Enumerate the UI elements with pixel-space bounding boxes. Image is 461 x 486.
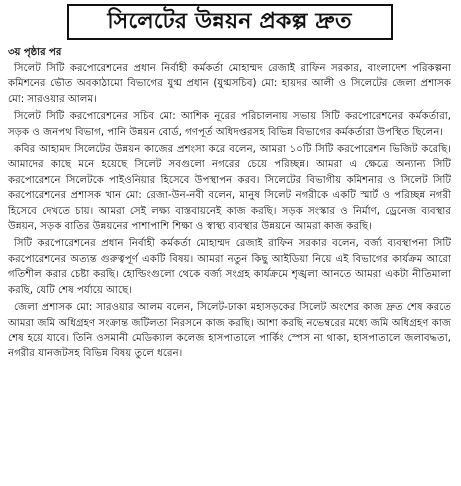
- paragraph-4: সিটি করপোরেশনের প্রধান নির্বাহী কর্মকর্তা মোহাম্মদ রেজাই রাফিন সরকার বলেন, বর্জ্য ব্যবস্থাপনা সিটি করপোরেশনের অত্যন্ত গুরুত্বপূর্ণ একটি বিষয়। আমরা নতুন কিছু আইডিয়া নিয়ে এই বিভাগের কার্যক্রম আরো গতিশীল করার চেষ্টা করছি। হোল্ডিংগুলো থেকে বর্জ্য সংগ্রহ কার্যক্রমে শৃঙ্খলা আনতে আমরা একটা নীতিমালা করছি, যেটি শেষ পর্যায়ে আছে।: [8, 238, 451, 296]
- headline: সিলেটের উন্নয়ন প্রকল্প দ্রুত: [67, 4, 393, 40]
- paragraph-3: কবির আহামদ সিলেটের উন্নয়ন কাজের প্রশংসা করে বলেন, আমরা ১০টি সিটি করপোরেশন ভিজিট করেছি। আমাদের কাছে মনে হয়েছে সিলেট সবগুলো নগরের চেয়ে পরিচ্ছন্ন। আমরা এ ক্ষেত্রে অন্যান্য সিটি করপোরেশনে সিলেটকে পাইওনিয়ার হিসেবে উপস্থাপন করব। সিলেটের বিভাগীয় কমিশনার ও সিলেট সিটি করপোরেশনের প্রশাসক খান মো: রেজা-উন-নবী বলেন, মানুষ সিলেট নগরীকে একটি স্মার্ট ও পরিচ্ছন্ন নগরী হিসেবে দেখতে চায়। আমরা সেই লক্ষ্য বাস্তবায়নেই কাজ করছি। সড়ক সংস্কার ও নির্মাণ, ড্রেনেজ ব্যবস্থার উন্নয়ন, সড়ক বাতির উন্নয়নের পাশাপাশি শিক্ষা ও স্বাস্থ্য ব্যবস্থার উন্নয়নে আমরা কাজ করছি।: [8, 144, 451, 233]
- paragraph-5: জেলা প্রশাসক মো: সারওয়ার আলম বলেন, সিলেট-ঢাকা মহাসড়কের সিলেট অংশের কাজ দ্রুত শেষ করতে আমরা জমি অধিগ্রহণ সংক্রান্ত জটিলতা নিরসনে কাজ করছি। আশা করছি নভেম্বরের মধ্যে জমি অধিগ্রহণ কাজ শেষ হয়ে যাবে। তিনি ওসমানী মেডিক্যাল কলেজ হাসপাতালে পার্কিং স্পেস না থাকা, হাসপাতালে জলাবদ্ধতা, নগরীর যানজটসহ বিভিন্ন বিষয় তুলে ধরেন।: [8, 302, 451, 360]
- paragraph-1: সিলেট সিটি করপোরেশনের প্রধান নির্বাহী কর্মকর্তা মোহাম্মদ রেজাই রাফিন সরকার, বাংলাদেশ পরিকল্পনা কমিশনের ভৌত অবকাঠামো বিভাগের যুগ্ম প্রধান (যুগ্মসচিব) মো: হায়দর আলী ও সিলেটের জেলা প্রশাসক মো: সারওয়ার আলম।: [8, 63, 451, 105]
- paragraph-2: সিলেট সিটি করপোরেশনের সচিব মো: আশিক নূরের পরিচালনায় সভায় সিটি করপোরেশনের কর্মকর্তারা, সড়ক ও জনপথ বিভাগ, পানি উন্নয়ন বোর্ড, গণপূর্ত অধিদপ্তরসহ বিভিন্ন বিভাগের কর্মকর্তারা উপস্থিত ছিলেন।: [8, 111, 451, 138]
- continuation-note: ৩য় পৃষ্ঠার পর: [8, 47, 62, 58]
